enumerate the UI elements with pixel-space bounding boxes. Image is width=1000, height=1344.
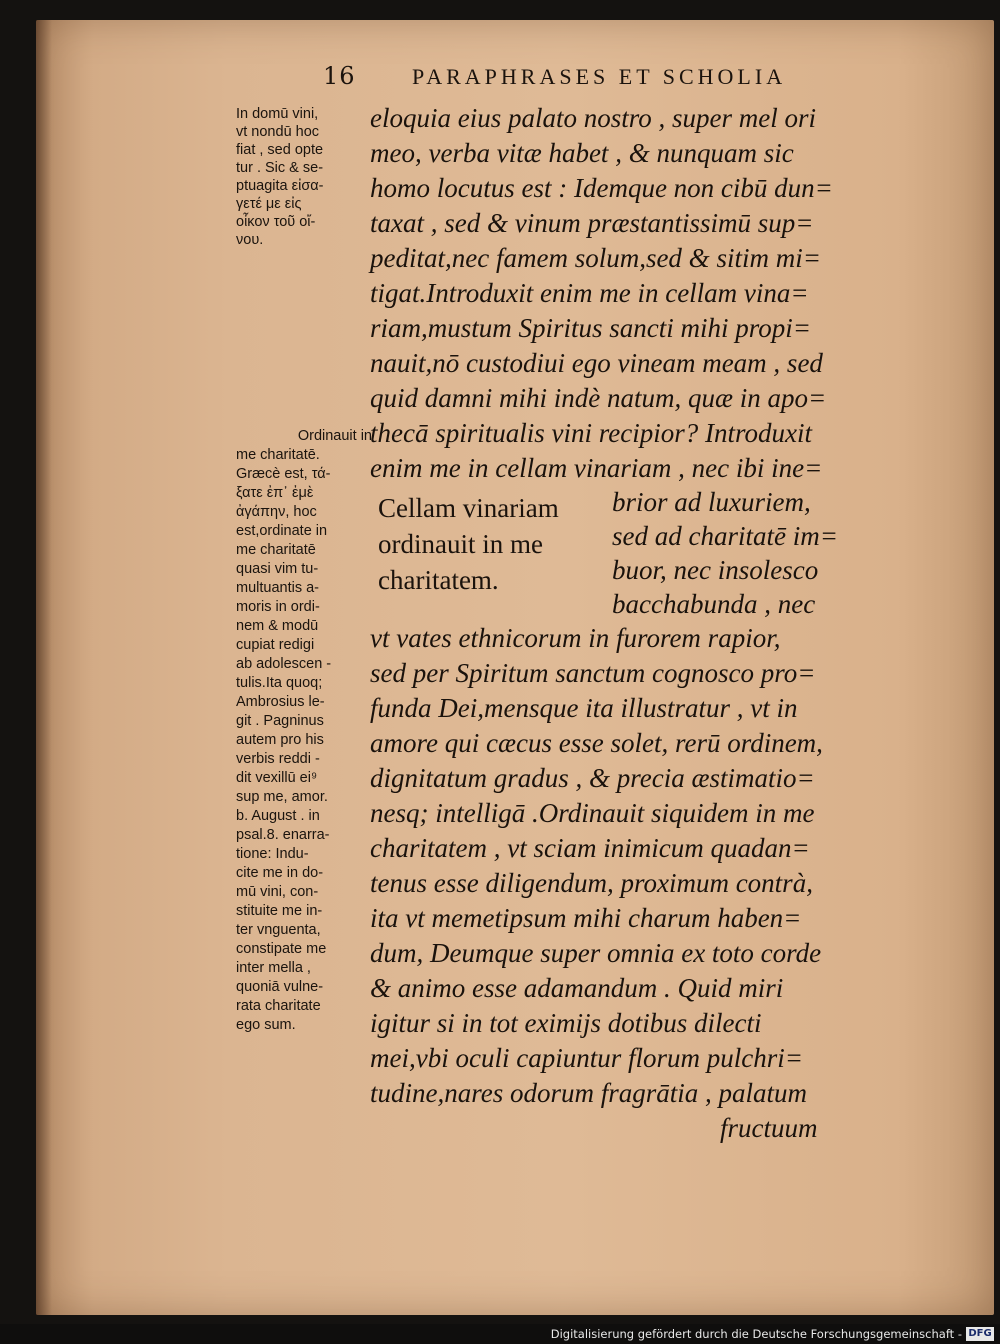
main-text-line: tudine,nares odorum fragrātia , palatum	[370, 1078, 808, 1108]
margin-note-line: constipate me	[236, 941, 327, 957]
main-text-line: peditat,nec famem solum,sed & sitim mi=	[370, 243, 821, 273]
page-gutter-shadow	[36, 20, 52, 1315]
margin-note-line: stituite me in-	[236, 903, 323, 919]
verse-heading-line: charitatem.	[378, 565, 499, 595]
running-title: PARAPHRASES ET SCHOLIA	[412, 64, 787, 89]
main-text-line: quid damni mihi indè natum, quæ in apo=	[370, 383, 827, 413]
main-text-line: mei,vbi oculi capiuntur florum pulchri=	[370, 1043, 803, 1073]
main-text-line: thecā spiritualis vini recipior? Introduxit	[370, 418, 812, 448]
margin-note-line: ξατε ἐπ᾽ ἐμὲ	[236, 485, 314, 501]
margin-note-line: me charitatē.	[236, 447, 320, 463]
margin-note-line: nem & modū	[236, 618, 319, 634]
margin-note-line: Ordinauit in	[297, 428, 372, 444]
margin-note-line: dit vexillū ei⁹	[236, 770, 318, 786]
margin-note-line: Ambrosius le-	[236, 694, 325, 710]
margin-note-line: inter mella ,	[236, 960, 311, 976]
main-text-line: riam,mustum Spiritus sancti mihi propi=	[370, 313, 812, 343]
margin-note-line: multuantis a-	[236, 580, 320, 596]
margin-note-line: tur . Sic & se-	[236, 160, 324, 176]
main-text-line: tigat.Introduxit enim me in cellam vina=	[370, 278, 809, 308]
main-text-line: eloquia eius palato nostro , super mel ori	[370, 103, 816, 133]
catchword: fructuum	[720, 1113, 818, 1143]
main-text-line: ita vt memetipsum mihi charum haben=	[370, 903, 802, 933]
main-text-line: vt vates ethnicorum in furorem rapior,	[370, 623, 781, 653]
margin-note-line: autem pro his	[236, 732, 324, 748]
main-text-line: sed per Spiritum sanctum cognosco pro=	[370, 658, 816, 688]
margin-note-line: quoniā vulne-	[236, 979, 324, 995]
main-text-line: taxat , sed & vinum præstantissimū sup=	[370, 208, 814, 238]
margin-note-line: rata charitate	[236, 998, 321, 1014]
margin-note-line: tione: Indu-	[236, 846, 309, 862]
verse-heading-line: Cellam vinariam	[378, 493, 559, 523]
margin-note-line: In domū vini,	[236, 106, 319, 122]
margin-note-line: moris in ordi-	[236, 599, 320, 615]
main-text-line: dum, Deumque super omnia ex toto corde	[370, 938, 822, 968]
margin-note-line: vt nondū hoc	[236, 124, 320, 140]
indented-text-line: buor, nec insolesco	[612, 555, 819, 585]
main-text-line: funda Dei,mensque ita illustratur , vt in	[370, 693, 798, 723]
main-text-line: amore qui cæcus esse solet, rerū ordinem,	[370, 728, 823, 758]
margin-note-line: ter vnguenta,	[236, 922, 321, 938]
main-text-line: & animo esse adamandum . Quid miri	[370, 973, 784, 1003]
margin-note-line: quasi vim tu-	[236, 561, 319, 577]
margin-note-line: mū vini, con-	[236, 884, 319, 900]
margin-note-line: verbis reddi -	[236, 751, 320, 767]
indented-text-line: brior ad luxuriem,	[612, 487, 811, 517]
margin-note-line: git . Pagninus	[236, 713, 324, 729]
main-text-line: nauit,nō custodiui ego vineam meam , sed	[370, 348, 823, 378]
funding-credit: Digitalisierung gefördert durch die Deutsche Forschungsgemeinschaft -	[550, 1327, 962, 1341]
indented-text-line: sed ad charitatē im=	[612, 521, 838, 551]
main-text-line: igitur si in tot eximijs dotibus dilecti	[370, 1008, 762, 1038]
margin-note-line: γετέ με εἰς	[236, 196, 302, 212]
margin-note-line: ego sum.	[236, 1017, 296, 1033]
verse-heading-line: ordinauit in me	[378, 529, 543, 559]
margin-note-line: νου.	[236, 232, 264, 248]
margin-note-line: psal.8. enarra-	[236, 827, 330, 843]
margin-note-line: Græcè est, τά-	[236, 466, 331, 482]
main-text-line: enim me in cellam vinariam , nec ibi ine=	[370, 453, 823, 483]
margin-note-line: est,ordinate in	[236, 523, 328, 539]
main-text-line: dignitatum gradus , & precia æstimatio=	[370, 763, 815, 793]
main-text-line: meo, verba vitæ habet , & nunquam sic	[370, 138, 794, 168]
digitization-footer	[0, 1324, 1000, 1344]
page-header	[0, 62, 1000, 96]
main-text-line: homo locutus est : Idemque non cibū dun=	[370, 173, 833, 203]
margin-note-line: ἀγάπην, hoc	[236, 504, 317, 520]
margin-note-line: ptuagita εἰσα-	[236, 178, 324, 194]
margin-note-line: tulis.Ita quoq;	[236, 675, 323, 691]
margin-note-line: ab adolescen -	[236, 656, 332, 672]
indented-text-line: bacchabunda , nec	[612, 589, 816, 619]
page-number: 16	[323, 62, 356, 90]
margin-note-line: sup me, amor.	[236, 789, 328, 805]
margin-note-line: fiat , sed opte	[236, 142, 324, 158]
margin-note-line: cite me in do-	[236, 865, 324, 881]
main-text-line: charitatem , vt sciam inimicum quadan=	[370, 833, 810, 863]
margin-note-line: b. August . in	[236, 808, 320, 824]
margin-note-line: me charitatē	[236, 542, 316, 558]
main-text-line: nesq; intelligā .Ordinauit siquidem in me	[370, 798, 815, 828]
margin-note-line: cupiat redigi	[236, 637, 315, 653]
main-text-line: tenus esse diligendum, proximum contrà,	[370, 868, 813, 898]
margin-note-line: οἶκον τοῦ οἴ-	[236, 214, 316, 230]
dfg-logo: DFG	[966, 1327, 994, 1341]
